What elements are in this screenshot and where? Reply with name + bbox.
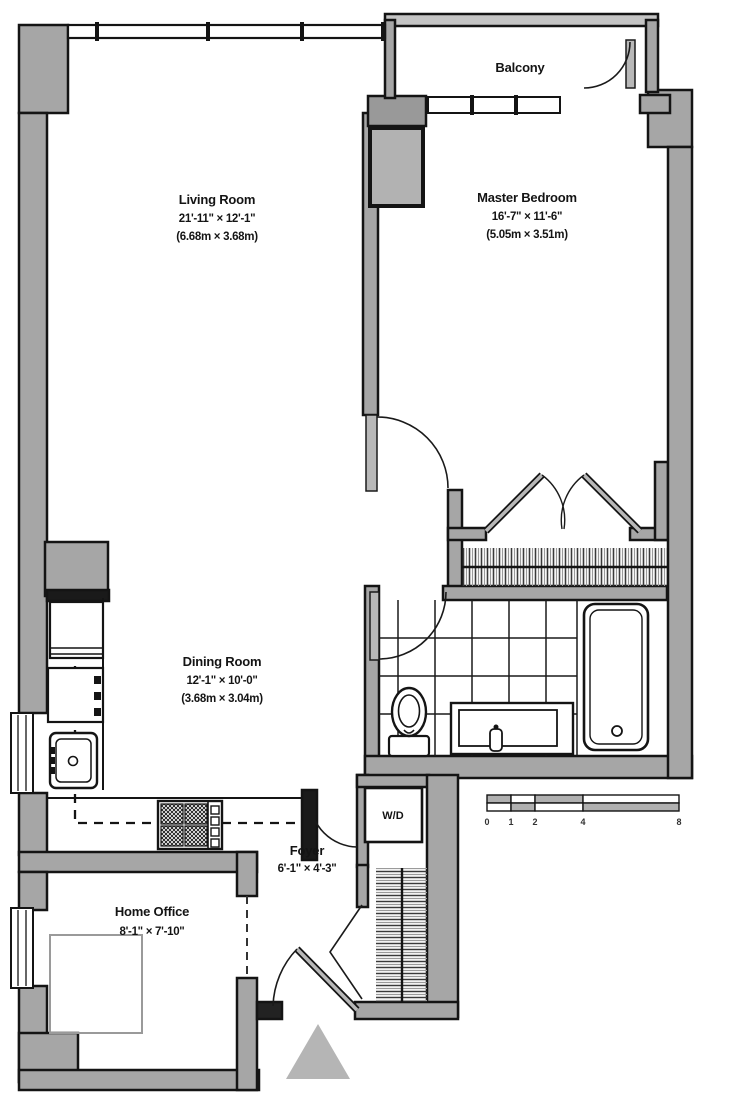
home-office-label xyxy=(115,904,189,938)
windows xyxy=(11,22,563,988)
scale-bar xyxy=(484,795,681,827)
wall-homeoffice-top xyxy=(19,852,257,872)
wall-balcony-top xyxy=(385,14,658,26)
living-room-window-wall xyxy=(68,22,386,41)
wall-entry-closet-bottom xyxy=(355,1002,458,1019)
wall-balcony-right xyxy=(646,20,658,92)
kitchen xyxy=(47,598,302,849)
toilet xyxy=(389,688,429,756)
home-office-window xyxy=(11,908,33,988)
scale-tick-0: 0 xyxy=(484,817,490,827)
wall-column-bump xyxy=(45,542,108,596)
scale-tick-1: 1 xyxy=(508,817,514,827)
wall-closet-front-left xyxy=(448,528,486,540)
balcony-door xyxy=(584,40,635,88)
balcony-label: Balcony xyxy=(495,60,545,75)
scale-tick-4: 4 xyxy=(580,817,586,827)
master-bedroom-label xyxy=(477,190,577,241)
washer-dryer-label: W/D xyxy=(382,810,404,822)
wall-homeoffice-right-bottom xyxy=(237,978,257,1090)
master-closet-hatch xyxy=(462,548,667,586)
wall-entry-closet-left-stub xyxy=(357,865,368,907)
svg-text:21'-11" × 12'-1": 21'-11" × 12'-1" xyxy=(178,213,256,225)
svg-text:12'-1" × 10'-0": 12'-1" × 10'-0" xyxy=(186,675,258,687)
svg-text:(5.05m × 3.51m): (5.05m × 3.51m) xyxy=(486,229,568,241)
bedroom-balcony-window xyxy=(428,95,560,115)
wall-homeoffice-bottom xyxy=(19,1070,259,1090)
wall-homeoffice-right-top xyxy=(237,852,257,896)
washer-dryer-closet xyxy=(365,788,422,842)
svg-text:16'-7" × 11'-6": 16'-7" × 11'-6" xyxy=(491,211,563,223)
upper-cabinet-dashed xyxy=(75,602,302,823)
wall-bath-top xyxy=(443,586,667,600)
svg-text:Dining Room: Dining Room xyxy=(182,654,262,669)
wall-wd-right-column xyxy=(427,775,458,1017)
wall-left-upper xyxy=(19,113,47,713)
wall-kitchen-stub-top xyxy=(47,590,109,601)
wall-closet-right-jamb xyxy=(655,462,668,540)
entry-triangle-marker xyxy=(286,1024,350,1079)
wall-top-left-column xyxy=(19,25,68,113)
closet-double-doors xyxy=(486,475,640,531)
entry-door xyxy=(273,949,357,1010)
kitchen-window xyxy=(11,713,33,793)
wall-wd-top xyxy=(357,775,429,787)
svg-text:6'-1" × 4'-3": 6'-1" × 4'-3" xyxy=(277,863,337,875)
wall-right xyxy=(668,147,692,778)
living-room-label xyxy=(176,192,258,243)
wall-balcony-bottom-right-piece xyxy=(640,95,670,113)
svg-text:8'-1" × 7'-10": 8'-1" × 7'-10" xyxy=(119,926,185,938)
bathtub xyxy=(584,604,648,750)
svg-text:Foyer: Foyer xyxy=(289,843,325,858)
svg-text:(3.68m × 3.04m): (3.68m × 3.04m) xyxy=(181,693,263,705)
scale-tick-8: 8 xyxy=(676,817,682,827)
wall-left-mid xyxy=(19,793,47,855)
dining-room-label xyxy=(181,654,263,705)
wall-shaft-column xyxy=(370,128,423,206)
wall-balcony-left xyxy=(385,20,395,98)
svg-text:(6.68m × 3.68m): (6.68m × 3.68m) xyxy=(176,231,258,243)
refrigerator xyxy=(50,602,103,658)
wall-balcony-band-left xyxy=(368,96,426,126)
stove xyxy=(158,801,222,849)
vanity-sink xyxy=(451,703,573,754)
wall-left-homeoffice-upper xyxy=(19,872,47,910)
svg-text:Master Bedroom: Master Bedroom xyxy=(477,190,577,205)
svg-text:Home Office: Home Office xyxy=(114,904,190,919)
entry-closet-hatch xyxy=(376,868,427,1002)
wall-foyer-bottom-stub xyxy=(257,1002,282,1019)
cabinet-oven xyxy=(48,668,103,722)
kitchen-sink xyxy=(49,733,97,788)
scale-tick-2: 2 xyxy=(532,817,538,827)
desk xyxy=(50,935,142,1033)
master-bedroom-door xyxy=(366,415,448,491)
bathroom xyxy=(379,600,648,756)
svg-text:Living Room: Living Room xyxy=(178,192,256,207)
